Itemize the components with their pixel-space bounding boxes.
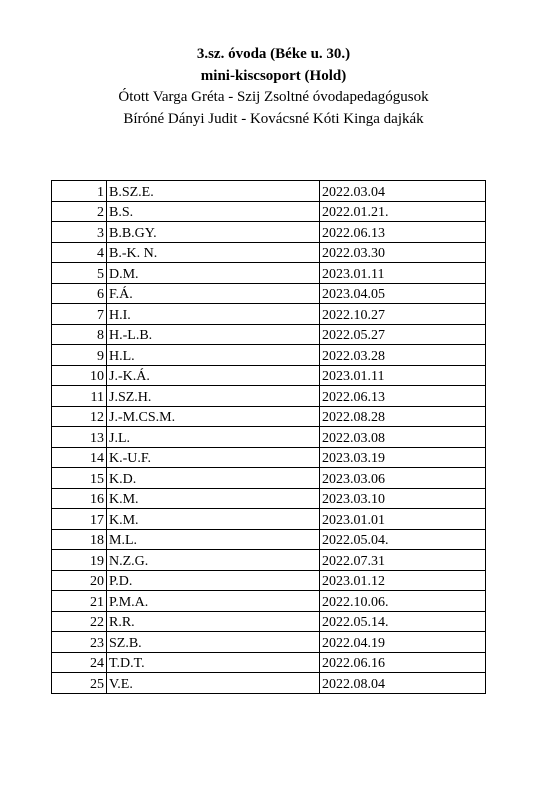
child-date: 2022.06.13	[320, 386, 486, 407]
row-number: 15	[52, 468, 107, 489]
child-initials: H.-L.B.	[107, 324, 320, 345]
row-number: 7	[52, 304, 107, 325]
row-number: 22	[52, 611, 107, 632]
child-initials: D.M.	[107, 263, 320, 284]
row-number: 2	[52, 201, 107, 222]
child-date: 2023.03.10	[320, 488, 486, 509]
child-date: 2023.01.11	[320, 365, 486, 386]
table-row	[52, 406, 486, 427]
child-initials: J.L.	[107, 427, 320, 448]
row-number: 10	[52, 365, 107, 386]
roster-body	[52, 181, 486, 694]
row-number: 16	[52, 488, 107, 509]
child-initials: H.L.	[107, 345, 320, 366]
child-date: 2022.10.06.	[320, 591, 486, 612]
child-date: 2022.04.19	[320, 632, 486, 653]
table-row	[52, 427, 486, 448]
table-row	[52, 304, 486, 325]
child-date: 2022.06.13	[320, 222, 486, 243]
table-row	[52, 345, 486, 366]
table-row	[52, 529, 486, 550]
table-row	[52, 550, 486, 571]
child-date: 2023.01.11	[320, 263, 486, 284]
child-initials: H.I.	[107, 304, 320, 325]
table-row	[52, 447, 486, 468]
row-number: 5	[52, 263, 107, 284]
row-number: 3	[52, 222, 107, 243]
child-date: 2022.07.31	[320, 550, 486, 571]
table-row	[52, 570, 486, 591]
child-date: 2022.03.08	[320, 427, 486, 448]
child-date: 2022.05.04.	[320, 529, 486, 550]
child-initials: K.M.	[107, 488, 320, 509]
kindergarten-title: 3.sz. óvoda (Béke u. 30.)	[196, 46, 351, 62]
assistants-line: Bíróné Dányi Judit - Kovácsné Kóti Kinga dajkák	[123, 110, 424, 127]
group-name: mini-kiscsoport (Hold)	[200, 67, 347, 84]
table-row	[52, 324, 486, 345]
table-row	[52, 632, 486, 653]
child-initials: T.D.T.	[107, 652, 320, 673]
row-number: 9	[52, 345, 107, 366]
table-row	[52, 652, 486, 673]
child-date: 2022.01.21.	[320, 201, 486, 222]
child-initials: SZ.B.	[107, 632, 320, 653]
child-initials: K.-U.F.	[107, 447, 320, 468]
child-date: 2022.06.16	[320, 652, 486, 673]
row-number: 4	[52, 242, 107, 263]
child-initials: K.M.	[107, 509, 320, 530]
child-date: 2022.03.30	[320, 242, 486, 263]
teachers-line: Ótott Varga Gréta - Szij Zsoltné óvodapedagógusok	[118, 89, 429, 105]
table-row	[52, 263, 486, 284]
child-date: 2022.08.28	[320, 406, 486, 427]
row-number: 20	[52, 570, 107, 591]
table-row	[52, 488, 486, 509]
child-initials: B.-K. N.	[107, 242, 320, 263]
row-number: 6	[52, 283, 107, 304]
child-initials: N.Z.G.	[107, 550, 320, 571]
child-initials: P.M.A.	[107, 591, 320, 612]
table-row	[52, 468, 486, 489]
child-date: 2023.03.06	[320, 468, 486, 489]
child-date: 2022.05.27	[320, 324, 486, 345]
row-number: 11	[52, 386, 107, 407]
row-number: 13	[52, 427, 107, 448]
child-date: 2022.08.04	[320, 673, 486, 694]
child-initials: M.L.	[107, 529, 320, 550]
table-row	[52, 201, 486, 222]
document-header	[0, 44, 547, 130]
child-date: 2022.05.14.	[320, 611, 486, 632]
row-number: 17	[52, 509, 107, 530]
children-roster-table	[51, 180, 486, 694]
row-number: 24	[52, 652, 107, 673]
row-number: 19	[52, 550, 107, 571]
table-row	[52, 611, 486, 632]
row-number: 25	[52, 673, 107, 694]
row-number: 21	[52, 591, 107, 612]
table-row	[52, 242, 486, 263]
child-date: 2022.10.27	[320, 304, 486, 325]
row-number: 14	[52, 447, 107, 468]
child-date: 2023.01.01	[320, 509, 486, 530]
table-row	[52, 386, 486, 407]
child-initials: B.B.GY.	[107, 222, 320, 243]
table-row	[52, 181, 486, 202]
row-number: 23	[52, 632, 107, 653]
row-number: 18	[52, 529, 107, 550]
child-initials: V.E.	[107, 673, 320, 694]
child-initials: J.SZ.H.	[107, 386, 320, 407]
child-initials: J.-K.Á.	[107, 365, 320, 386]
child-date: 2023.04.05	[320, 283, 486, 304]
table-row	[52, 283, 486, 304]
table-row	[52, 222, 486, 243]
child-initials: R.R.	[107, 611, 320, 632]
child-date: 2023.03.19	[320, 447, 486, 468]
table-row	[52, 365, 486, 386]
child-date: 2023.01.12	[320, 570, 486, 591]
table-row	[52, 591, 486, 612]
child-initials: K.D.	[107, 468, 320, 489]
table-row	[52, 509, 486, 530]
child-date: 2022.03.04	[320, 181, 486, 202]
child-initials: P.D.	[107, 570, 320, 591]
child-initials: F.Á.	[107, 283, 320, 304]
table-row	[52, 673, 486, 694]
row-number: 8	[52, 324, 107, 345]
child-initials: B.SZ.E.	[107, 181, 320, 202]
child-initials: J.-M.CS.M.	[107, 406, 320, 427]
child-initials: B.S.	[107, 201, 320, 222]
child-date: 2022.03.28	[320, 345, 486, 366]
row-number: 12	[52, 406, 107, 427]
row-number: 1	[52, 181, 107, 202]
